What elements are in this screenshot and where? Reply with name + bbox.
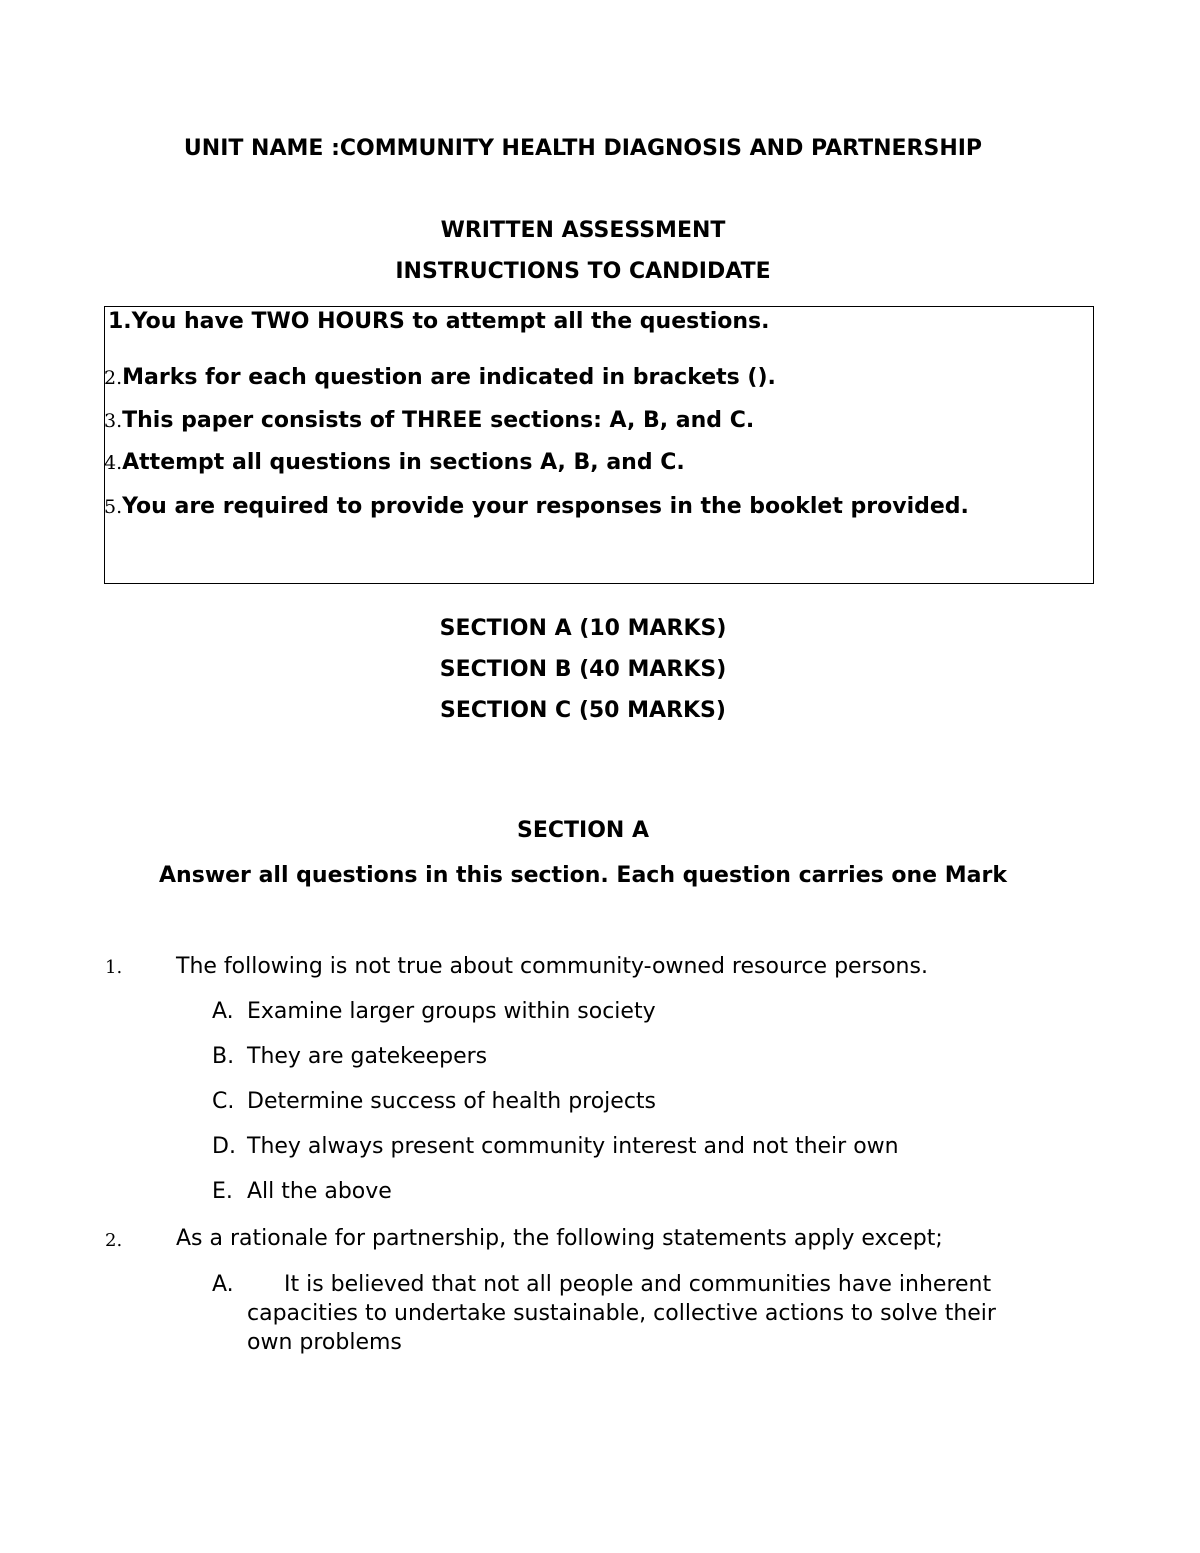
option-item — [212, 999, 656, 1024]
question-number: 2. — [105, 1230, 123, 1251]
instruction-item-2 — [104, 365, 776, 390]
instruction-text: You have TWO HOURS to attempt all the questions. — [131, 309, 770, 334]
option-text: All the above — [247, 1179, 392, 1204]
option-text-line: own problems — [247, 1330, 402, 1355]
question-text: The following is not true about community-owned resource persons. — [176, 954, 928, 979]
option-item — [212, 1044, 487, 1069]
option-item — [212, 1179, 392, 1204]
instruction-text: This paper consists of THREE sections: A, B, and C. — [122, 408, 755, 433]
instruction-item-3 — [104, 408, 754, 433]
instruction-number: 3. — [104, 410, 123, 432]
option-text-line: It is believed that not all people and communities have inherent — [284, 1272, 992, 1297]
option-item — [212, 1089, 656, 1114]
instruction-text: You are required to provide your responses in the booklet provided. — [122, 494, 969, 519]
instruction-number: 2. — [104, 367, 123, 389]
option-letter: B. — [212, 1044, 235, 1069]
section-a-title: SECTION A — [516, 818, 649, 843]
instruction-number: 1. — [108, 309, 132, 334]
instruction-item-1 — [108, 309, 770, 334]
instruction-item-4 — [104, 450, 685, 475]
assessment-heading: WRITTEN ASSESSMENT — [440, 218, 726, 243]
option-letter: D. — [212, 1134, 236, 1159]
instructions-box — [104, 306, 1094, 584]
section-c-marks: SECTION C (50 MARKS) — [440, 698, 726, 723]
instruction-text: Marks for each question are indicated in brackets (). — [122, 365, 776, 390]
instruction-number: 5. — [104, 496, 123, 518]
option-letter: A. — [212, 1272, 234, 1297]
option-letter: E. — [212, 1179, 233, 1204]
option-letter: C. — [212, 1089, 235, 1114]
question-text: As a rationale for partnership, the following statements apply except; — [176, 1226, 943, 1251]
question-number: 1. — [105, 957, 123, 978]
option-text-line: capacities to undertake sustainable, collective actions to solve their — [247, 1301, 996, 1326]
unit-name-heading: UNIT NAME :COMMUNITY HEALTH DIAGNOSIS AND PARTNERSHIP — [183, 136, 983, 161]
section-a-instruction: Answer all questions in this section. Each question carries one Mark — [159, 863, 1007, 888]
option-item — [212, 1134, 899, 1159]
option-text: They always present community interest and not their own — [247, 1134, 899, 1159]
section-a-marks: SECTION A (10 MARKS) — [439, 616, 727, 641]
instruction-number: 4. — [104, 452, 123, 474]
section-b-marks: SECTION B (40 MARKS) — [439, 657, 727, 682]
instruction-text: Attempt all questions in sections A, B, and C. — [122, 450, 685, 475]
option-text: They are gatekeepers — [247, 1044, 488, 1069]
option-item — [212, 1270, 1062, 1357]
option-text: Determine success of health projects — [247, 1089, 657, 1114]
instruction-item-5 — [104, 494, 969, 519]
option-text: Examine larger groups within society — [247, 999, 656, 1024]
instructions-heading: INSTRUCTIONS TO CANDIDATE — [395, 259, 771, 284]
option-letter: A. — [212, 999, 234, 1024]
